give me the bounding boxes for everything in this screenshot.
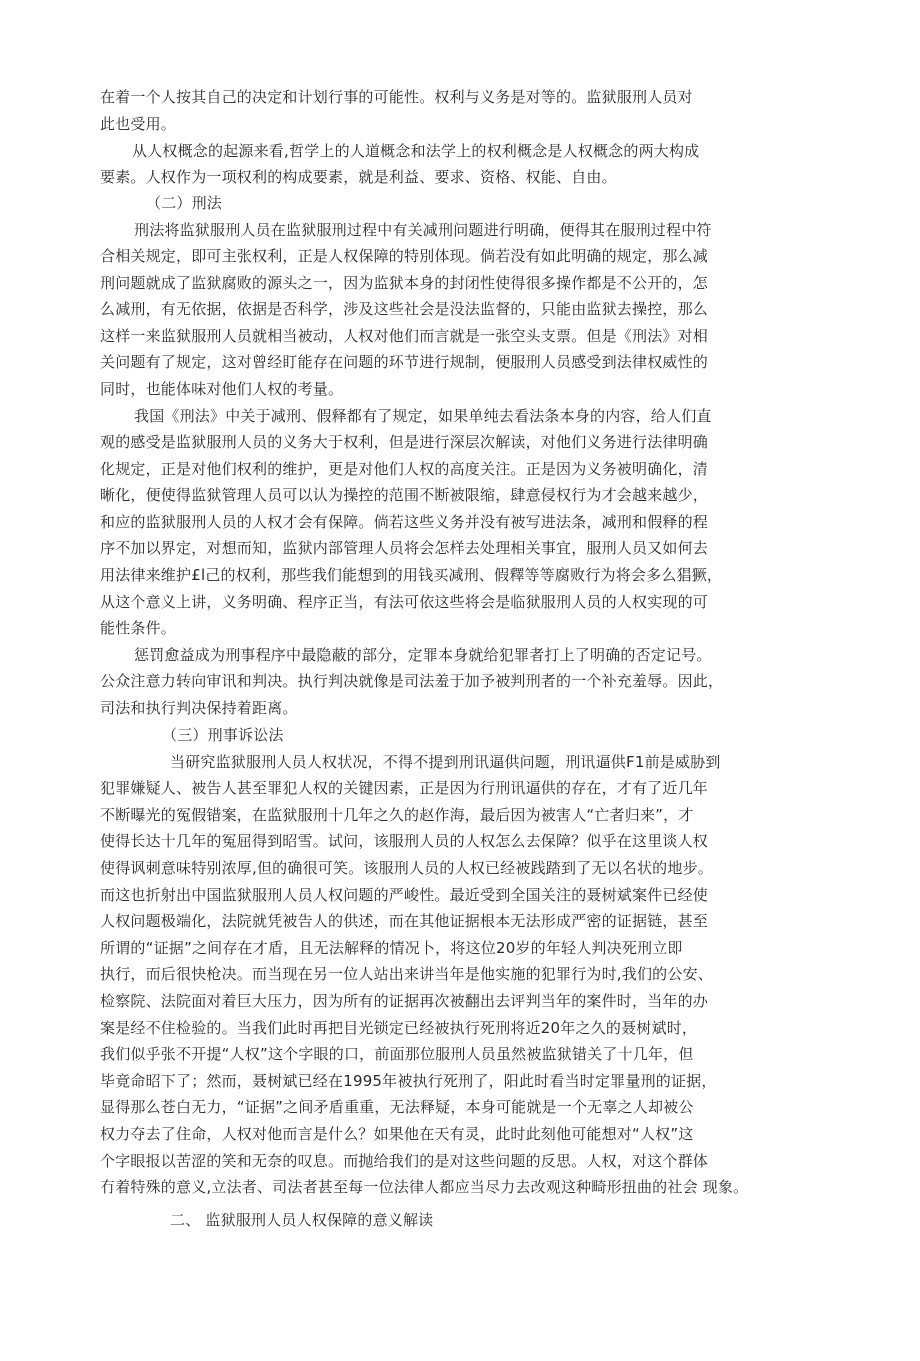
section-heading: （三）刑事诉讼法 — [162, 726, 284, 744]
text-line: 从这个意义上讲，义务明确、程序正当，有法可依这些将会是临狱服刑人员的人权实现的可 — [100, 593, 709, 611]
text-line: 所谓的“证据”之间存在才盾，且无法解释的情况卜，将这位20岁的年轻人判决死刑立即 — [100, 939, 683, 957]
text-line: 使得讽刺意味特别浓厚,但的确很可笑。该服刑人员的人权已经被践踏到了无以名状的地步。 — [100, 859, 713, 877]
text-line: 权力夺去了住命，人权对他而言是什么？如果他在天有灵，此时此刻他可能想对“人权”这 — [100, 1125, 694, 1143]
text-line: 司法和执行判决保持着距离。 — [100, 699, 298, 717]
text-line: 晰化，便使得监狱管理人员可以认为操控的范围不断被限缩，肆意侵权行为才会越来越少， — [100, 486, 709, 504]
text-line: 在着一个人按其自己的决定和计划行事的可能性。权利与义务是对等的。监狱服刑人员对 — [100, 88, 693, 106]
text-line: 化规定，正是对他们权利的维护，更是对他们人权的高度关注。正是因为义务被明确化，清 — [100, 460, 709, 478]
text-line: 个字眼报以苦涩的笑和无奈的叹息。而抛给我们的是对这些问题的反思。人权，对这个群体 — [100, 1152, 709, 1170]
text-line: 检察院、法院面对着巨大压力，因为所有的证据再次被翻出去评判当年的案件时，当年的办 — [100, 992, 709, 1010]
text-line: 我国《刑法》中关于减刑、假释都有了规定，如果单纯去看法条本身的内容，给人们直 — [134, 407, 712, 425]
text-line: 从人权概念的起源来看,哲学上的人道概念和法学上的权利概念是人权概念的两大构成 — [132, 142, 700, 160]
text-line: 而这也折射出中国监狱服刑人员人权问题的严峻性。最近受到全国关注的聂树斌案件已经使 — [100, 886, 709, 904]
text-line: 人权问题极端化，法院就凭被告人的供述，而在其他证据根本无法形成严密的证据链，甚至 — [100, 912, 709, 930]
text-line: 犯罪嫌疑人、被告人甚至罪犯人权的关键因素，正是因为行刑讯逼供的存在，才有了近几年 — [100, 779, 709, 797]
text-line: 合相关规定，即可主张权利，正是人权保障的特別体现。倘若没有如此明确的规定，那么减 — [100, 247, 709, 265]
section-heading: 二、 监狱服刑人员人权保障的意义解读 — [170, 1211, 434, 1229]
text-line: 同时，也能体味对他们人权的考量。 — [100, 380, 344, 398]
text-line: 观的感受是监狱服刑人员的义务大于权利，但是进行深层次解读，对他们义务进行法律明确 — [100, 433, 709, 451]
section-heading: （二）刑法 — [146, 194, 223, 212]
text-line: 能性条件。 — [100, 619, 177, 637]
text-line: 序不加以界定，对想而知，监狱内部管理人员将会怎样去处理相关事宜，服刑人员又如何去 — [100, 539, 709, 557]
text-line: 当研究监狱服刑人员人权状况，不得不提到刑讯逼供问题，刑讯逼供F1前是威胁到 — [170, 753, 721, 771]
text-line: 使得长达十几年的冤屈得到昭雪。试问，该服刑人员的人权怎么去保障？似乎在这里谈人权 — [100, 832, 709, 850]
text-line: 关问题有了规定，这对曾经盯能存在问题的环节进行规制，便服刑人员感受到法律权威性的 — [100, 353, 709, 371]
text-line: 惩罚愈益成为刑事程序中最隐蔽的部分，定罪本身就给犯罪者打上了明确的否定记号。 — [134, 646, 712, 664]
text-line: 刑问题就成了监狱腐败的源头之一，因为监狱本身的封闭性使得很多操作都是不公开的，怎 — [100, 274, 709, 292]
text-line: 执行，而后很快枪决。而当现在另一位人站出来讲当年是他实施的犯罪行为时,我们的公安、 — [100, 965, 713, 983]
text-line: 此也受用。 — [100, 115, 177, 133]
text-line: 公众注意力转向审讯和判决。执行判决就像是司法羞于加予被判刑者的一个补充羞辱。因此， — [100, 672, 724, 690]
text-line: 显得那么苍白无力，“证据”之间矛盾重重，无法释疑，本身可能就是一个无辜之人却被公 — [100, 1098, 694, 1116]
text-line: 刑法将监狱服刑人员在监狱服刑过程中有关减刑问题进行明确，便得其在服刑过程中符 — [134, 221, 712, 239]
text-line: 和应的监狱服刑人员的人权才会有保障。倘若这些义务并没有被写进法条，减刑和假释的程 — [100, 513, 709, 531]
text-line: 案是经不住检验的。当我们此时再把目光锁定已经被执行死刑将近20年之久的聂树斌时， — [100, 1019, 698, 1037]
text-line: 毕竟命昭下了；然而，聂树斌已经在1995年被执行死刑了，阳此时看当时定罪量刑的证据， — [100, 1072, 717, 1090]
text-line: 要素。人权作为一项权利的构成要素，就是利益、要求、资格、权能、自由。 — [100, 168, 617, 186]
text-line: 我们似乎张不开提“人权”这个字眼的口，前面那位服刑人员虽然被监狱错关了十几年，但 — [100, 1045, 694, 1063]
text-line: 这样一来监狱服刑人员就相当被动，人权对他们而言就是一张空头支票。但是《刑法》对相 — [100, 327, 709, 345]
text-line: 冇着特殊的意义,立法者、司法者甚至每一位法律人都应当尽力去改观这种畸形扭曲的社会 现象。 — [100, 1178, 749, 1196]
text-line: 不断曝光的冤假错案，在监狱服刑十几年之久的赵作海，最后因为被害人“亡者归来”，才 — [100, 806, 694, 824]
text-line: 么减刑，有无依据，依据是否科学，涉及这些社会是没法监督的，只能由监狱去操控，那么 — [100, 300, 709, 318]
text-line: 用法律来维护£l己的权利，那些我们能想到的用钱买减刑、假釋等等腐败行为将会多么猖獗， — [100, 566, 723, 584]
